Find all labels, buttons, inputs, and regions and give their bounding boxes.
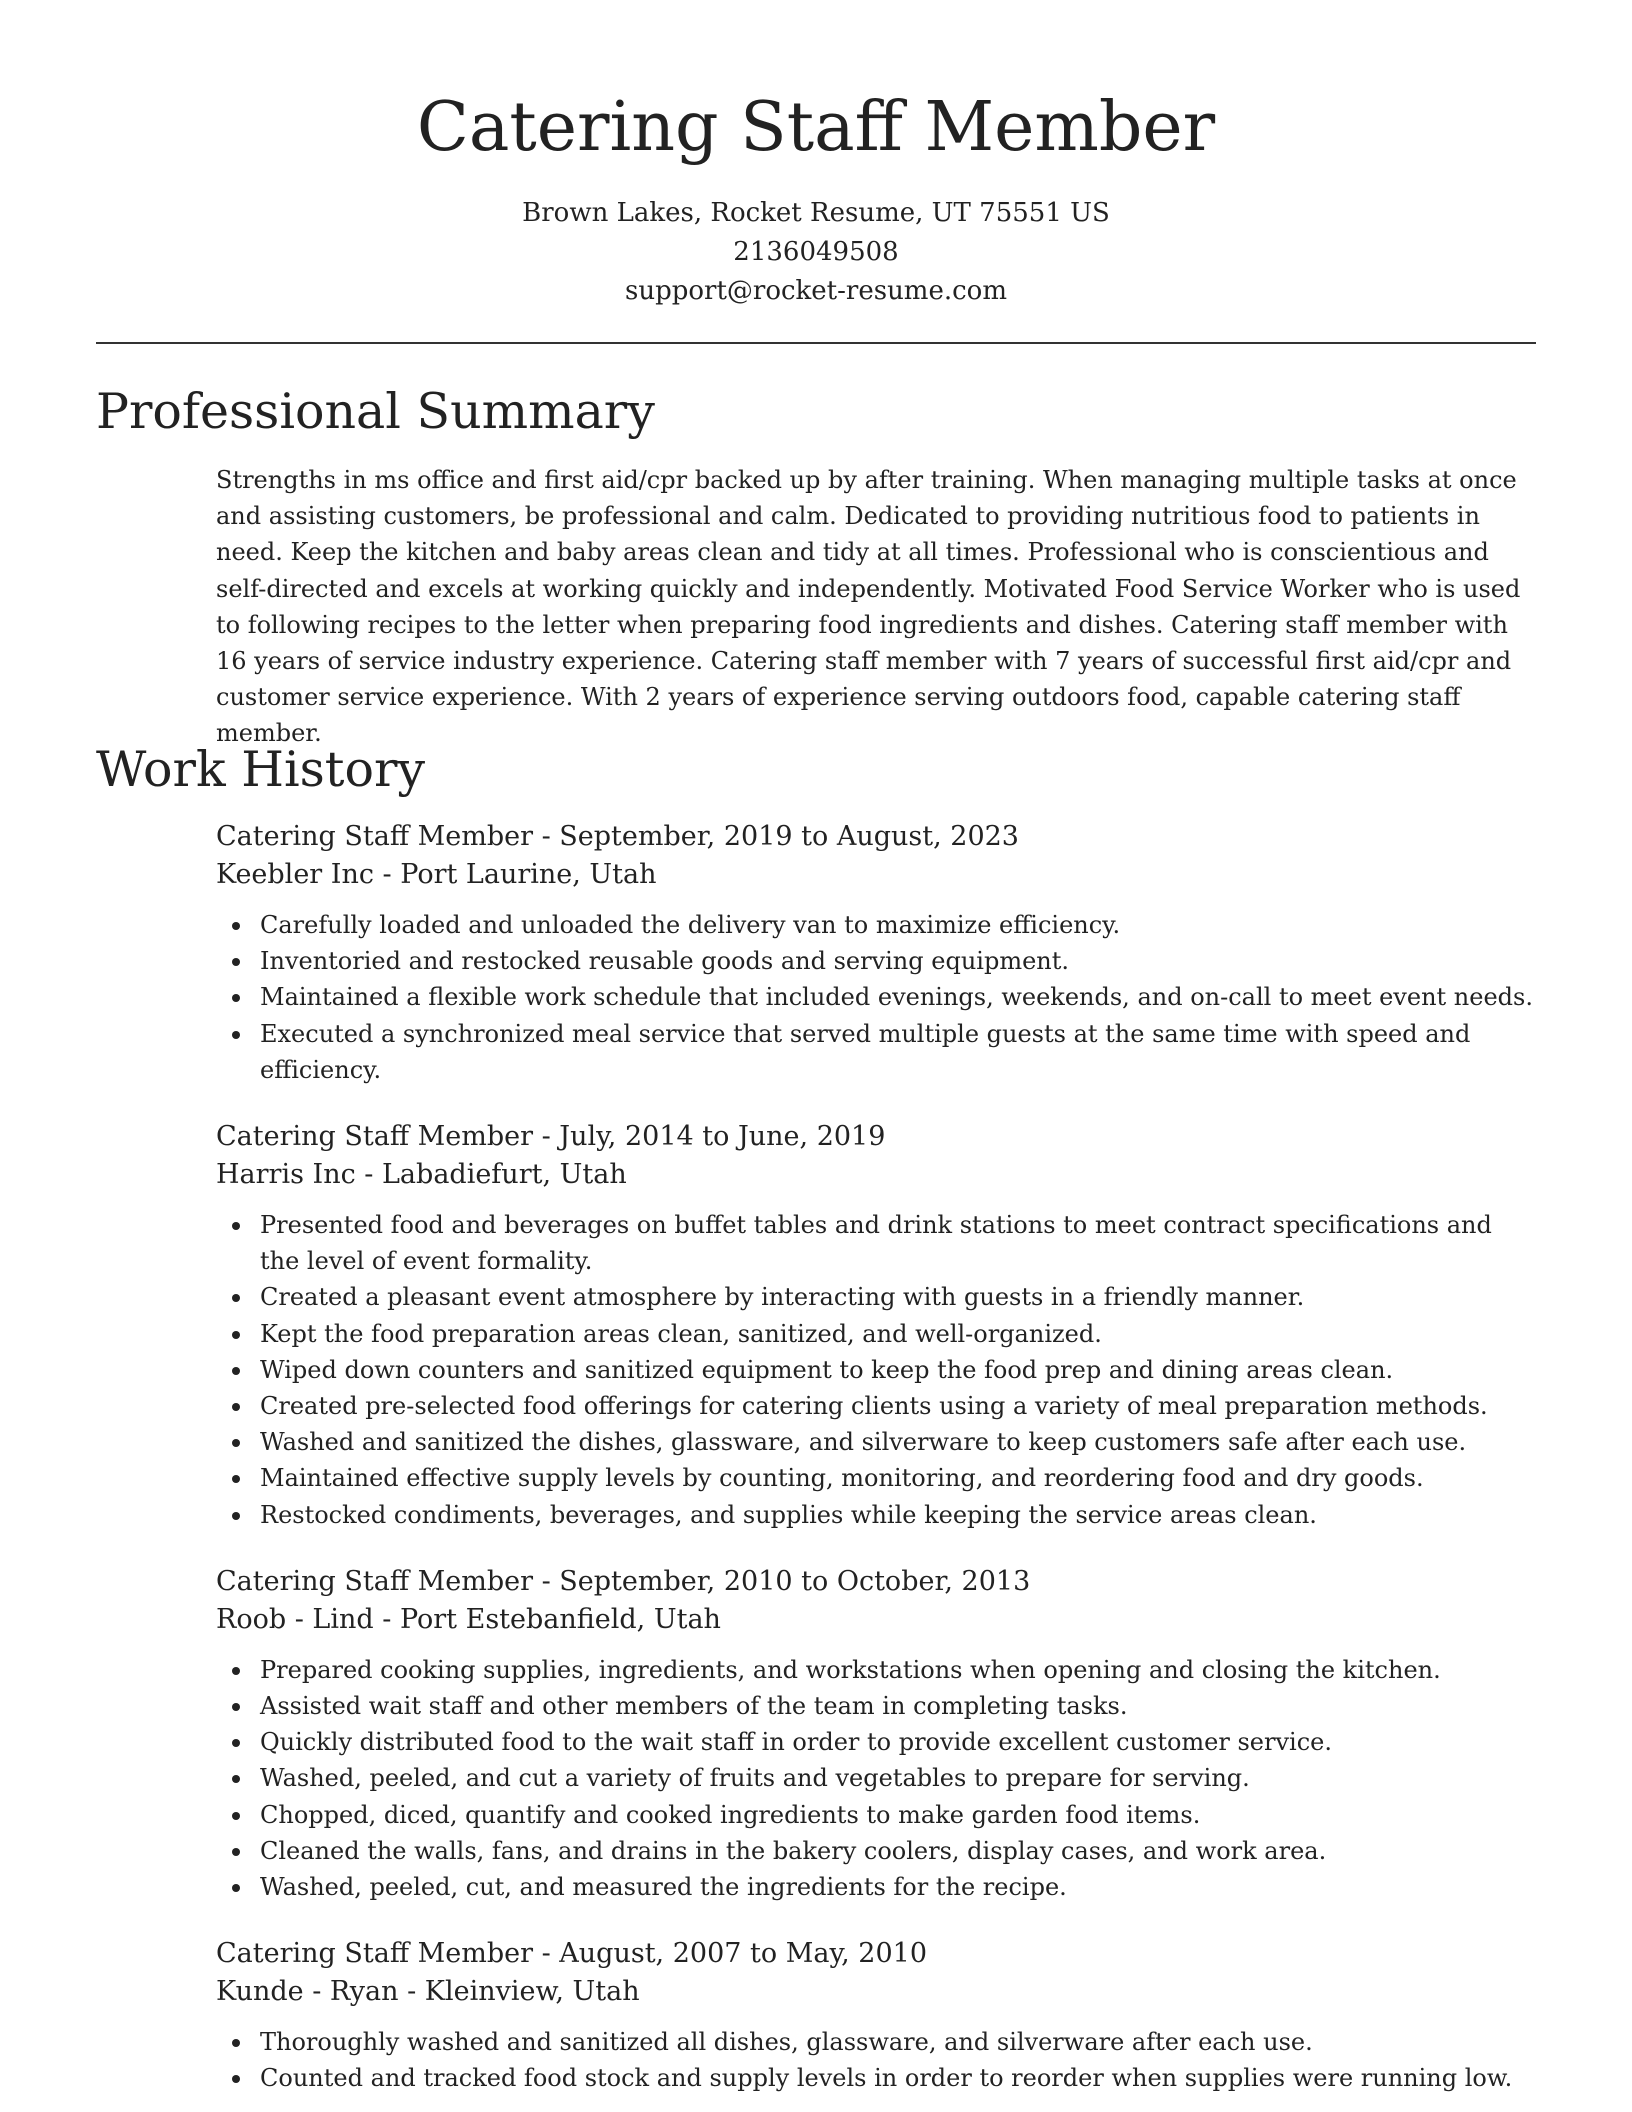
job-duties-list bbox=[216, 2024, 1536, 2096]
job-entry bbox=[216, 1118, 1536, 1533]
work-history-list bbox=[216, 818, 1536, 2112]
job-duty-item: Kept the food preparation areas clean, sanitized, and well-organized. bbox=[260, 1316, 1536, 1352]
job-duty-item: Maintained effective supply levels by counting, monitoring, and reordering food and dry goods. bbox=[260, 1460, 1536, 1496]
job-dates: - August, 2007 to May, 2010 bbox=[533, 1938, 927, 1970]
job-duty-item: Carefully loaded and unloaded the delivery van to maximize efficiency. bbox=[260, 907, 1536, 943]
job-location: - Kleinview, Utah bbox=[398, 1976, 640, 2008]
job-entry bbox=[216, 818, 1536, 1088]
job-duty-item: Quickly distributed food to the wait staff in order to provide excellent customer service. bbox=[260, 1724, 1536, 1760]
job-title-line bbox=[216, 1935, 1536, 1973]
email-address: support@rocket-resume.com bbox=[624, 276, 1007, 306]
job-duty-item: Wiped down counters and sanitized equipment to keep the food prep and dining areas clean. bbox=[260, 1352, 1536, 1388]
job-employer-line bbox=[216, 1973, 1536, 2011]
job-duty-item: Presented food and beverages on buffet tables and drink stations to meet contract specifications and the level of event formality. bbox=[260, 1207, 1536, 1279]
job-duty-item: Created a pleasant event atmosphere by interacting with guests in a friendly manner. bbox=[260, 1279, 1536, 1315]
job-employer: Kunde - Ryan bbox=[216, 1976, 399, 2008]
job-duty-item: Created pre-selected food offerings for catering clients using a variety of meal preparation methods. bbox=[260, 1388, 1536, 1424]
job-duty-item: Washed, peeled, and cut a variety of fruits and vegetables to prepare for serving. bbox=[260, 1760, 1536, 1796]
job-location: - Port Laurine, Utah bbox=[373, 859, 657, 890]
job-position: Catering Staff Member bbox=[216, 1565, 533, 1597]
job-employer: Keebler Inc bbox=[216, 859, 374, 890]
job-duty-item: Counted and tracked food stock and supply levels in order to reorder when supplies were running low. bbox=[260, 2060, 1536, 2096]
job-employer: Harris Inc bbox=[216, 1159, 356, 1191]
job-employer-line bbox=[216, 1601, 1536, 1639]
job-duties-list bbox=[216, 1652, 1536, 1905]
job-dates: - September, 2019 to August, 2023 bbox=[533, 821, 1019, 852]
job-position: Catering Staff Member bbox=[216, 1121, 533, 1153]
job-entry bbox=[216, 1935, 1536, 2096]
job-duty-item: Prepared cooking supplies, ingredients, and workstations when opening and closing the kitchen. bbox=[260, 1652, 1536, 1688]
job-duty-item: Thoroughly washed and sanitized all dishes, glassware, and silverware after each use. bbox=[260, 2024, 1536, 2060]
job-dates: - July, 2014 to June, 2019 bbox=[533, 1121, 886, 1153]
job-title-line bbox=[216, 818, 1536, 856]
job-duty-item: Chopped, diced, quantify and cooked ingredients to make garden food items. bbox=[260, 1797, 1536, 1833]
header-divider bbox=[96, 342, 1536, 344]
job-duty-item: Washed and sanitized the dishes, glassware, and silverware to keep customers safe after each use. bbox=[260, 1424, 1536, 1460]
job-employer: Roob - Lind bbox=[216, 1603, 374, 1635]
job-employer-line bbox=[216, 856, 1536, 894]
phone-number: 2136049508 bbox=[733, 237, 899, 267]
address: Brown Lakes, Rocket Resume, UT 75551 US bbox=[522, 198, 1110, 228]
job-duty-item: Executed a synchronized meal service that served multiple guests at the same time with speed and efficiency. bbox=[260, 1016, 1536, 1088]
section-title-professional-summary: Professional Summary bbox=[96, 383, 655, 440]
job-position: Catering Staff Member bbox=[216, 821, 533, 852]
job-dates: - September, 2010 to October, 2013 bbox=[533, 1565, 1031, 1597]
job-location: - Port Estebanfield, Utah bbox=[373, 1603, 721, 1635]
job-title-line bbox=[216, 1118, 1536, 1156]
job-employer-line bbox=[216, 1156, 1536, 1194]
job-duties-list bbox=[216, 907, 1536, 1088]
job-title-line bbox=[216, 1563, 1536, 1601]
job-duty-item: Maintained a flexible work schedule that included evenings, weekends, and on-call to meet event needs. bbox=[260, 979, 1536, 1015]
job-entry bbox=[216, 1563, 1536, 1905]
job-duty-item: Cleaned the walls, fans, and drains in the bakery coolers, display cases, and work area. bbox=[260, 1833, 1536, 1869]
resume-header bbox=[0, 80, 1632, 311]
job-duties-list bbox=[216, 1207, 1536, 1533]
summary-text: Strengths in ms office and first aid/cpr backed up by after training. When managing multiple tasks at once and assisting customers, be professional and calm. Dedicated to providing nutritious food to patients in need. Keep the kitchen and baby areas clean and tidy at all times. Professional who is conscientious and self-directed and excels at working quickly and independently. Motivated Food Service Worker who is used to following recipes to the letter when preparing food ingredients and dishes. Catering staff member with 16 years of service industry experience. Catering staff member with 7 years of successful first aid/cpr and customer service experience. With 2 years of experience serving outdoors food, capable catering staff member. bbox=[216, 466, 1521, 748]
job-duty-item: Restocked condiments, beverages, and supplies while keeping the service areas clean. bbox=[260, 1497, 1536, 1533]
candidate-name: Catering Staff Member bbox=[416, 88, 1216, 167]
job-duty-item: Inventoried and restocked reusable goods and serving equipment. bbox=[260, 943, 1536, 979]
job-location: - Labadiefurt, Utah bbox=[355, 1159, 627, 1191]
section-title-work-history: Work History bbox=[96, 741, 426, 798]
job-position: Catering Staff Member bbox=[216, 1938, 533, 1970]
job-duty-item: Washed, peeled, cut, and measured the ingredients for the recipe. bbox=[260, 1869, 1536, 1905]
job-duty-item: Assisted wait staff and other members of the team in completing tasks. bbox=[260, 1688, 1536, 1724]
